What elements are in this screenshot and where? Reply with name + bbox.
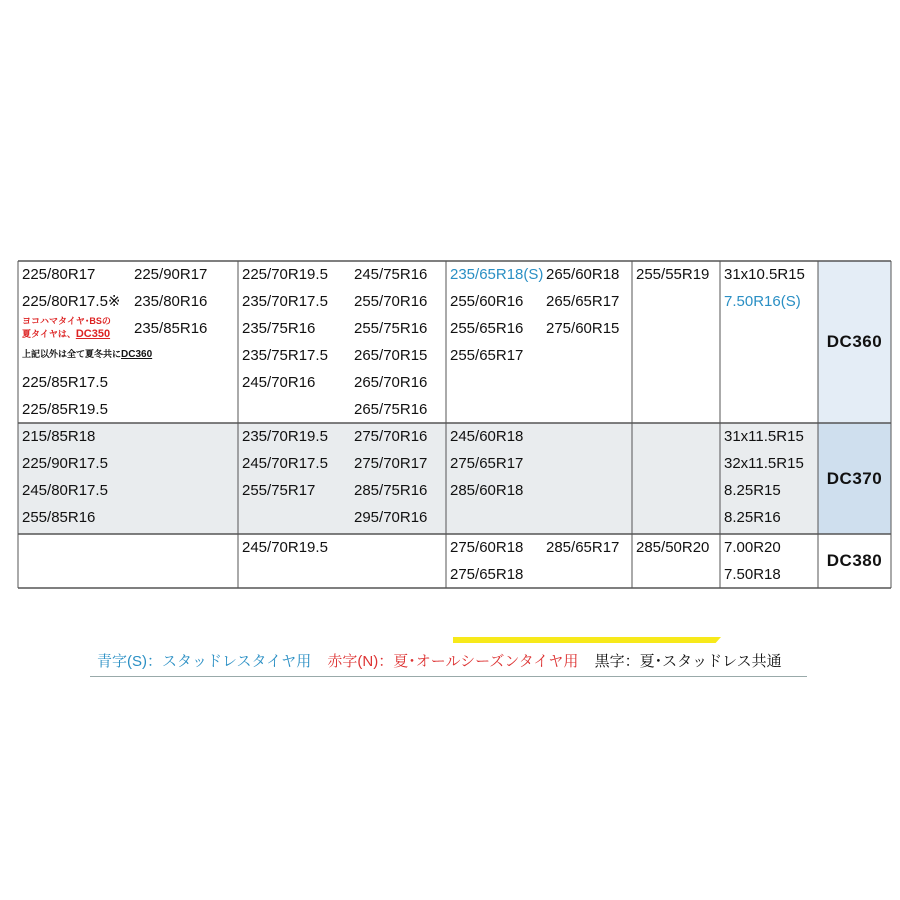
tire-size: 255/65R17 — [450, 347, 524, 364]
tire-size: 225/90R17 — [134, 266, 208, 283]
tire-size: 7.50R16(S) — [724, 293, 801, 310]
note-red-model: DC350 — [75, 328, 111, 340]
legend-blue-text: 青字(S)：スタッドレスタイヤ用 — [97, 653, 312, 670]
tire-size: 275/70R17 — [354, 455, 428, 472]
tire-size: 245/75R16 — [354, 266, 428, 283]
chain-model-label: DC360 — [818, 261, 891, 423]
tire-size: 255/75R17 — [242, 482, 316, 499]
tire-size: 275/65R17 — [450, 455, 524, 472]
tire-size: 265/70R16 — [354, 374, 428, 391]
chain-model-label: DC380 — [818, 534, 891, 588]
tire-size: 285/60R18 — [450, 482, 524, 499]
tire-size: 285/65R17 — [546, 539, 620, 556]
legend-divider — [90, 676, 807, 677]
tire-size: 215/85R18 — [22, 428, 96, 445]
tire-size: 235/80R16 — [134, 293, 208, 310]
tire-size: 255/60R16 — [450, 293, 524, 310]
tire-size: 235/75R16 — [242, 320, 316, 337]
tire-size: 255/70R16 — [354, 293, 428, 310]
tire-size: 225/85R17.5 — [22, 374, 108, 391]
tire-size: 295/70R16 — [354, 509, 428, 526]
tire-size: 255/85R16 — [22, 509, 96, 526]
tire-size: 225/80R17 — [22, 266, 96, 283]
color-legend — [97, 650, 794, 671]
tire-size: 275/65R18 — [450, 566, 524, 583]
tire-size: 32x11.5R15 — [724, 455, 804, 472]
note-black-model: DC360 — [121, 349, 153, 360]
tire-size: 255/75R16 — [354, 320, 428, 337]
tire-size: 265/60R18 — [546, 266, 620, 283]
tire-size: 245/60R18 — [450, 428, 524, 445]
tire-size: 285/75R16 — [354, 482, 428, 499]
tire-size: 275/70R16 — [354, 428, 428, 445]
tire-size: 255/65R16 — [450, 320, 524, 337]
tire-size: 225/80R17.5※ — [22, 293, 121, 310]
tire-size: 245/70R16 — [242, 374, 316, 391]
tire-size: 31x10.5R15 — [724, 266, 805, 283]
tire-size-table — [18, 261, 891, 588]
tire-size: 275/60R15 — [546, 320, 620, 337]
tire-size: 235/75R17.5 — [242, 347, 328, 364]
tire-size: 225/85R19.5 — [22, 401, 108, 418]
chain-model-label: DC370 — [818, 423, 891, 534]
note-red-prefix: 夏タイヤは、 — [22, 329, 76, 339]
tire-size: 265/75R16 — [354, 401, 428, 418]
tire-size: 235/70R17.5 — [242, 293, 328, 310]
tire-size: 225/90R17.5 — [22, 455, 108, 472]
tire-size: 235/65R18(S) — [450, 266, 544, 283]
tire-size: 245/80R17.5 — [22, 482, 108, 499]
tire-size: 7.00R20 — [724, 539, 781, 556]
tire-size: 275/60R18 — [450, 539, 524, 556]
tire-size: 265/70R15 — [354, 347, 428, 364]
tire-size: 255/55R19 — [636, 266, 710, 283]
tire-size: 265/65R17 — [546, 293, 620, 310]
tire-size: 8.25R15 — [724, 482, 781, 499]
tire-size: 7.50R18 — [724, 566, 781, 583]
table-grid — [18, 261, 891, 588]
tire-size: 235/70R19.5 — [242, 428, 328, 445]
tire-size: 245/70R17.5 — [242, 455, 328, 472]
tire-size: 225/70R19.5 — [242, 266, 328, 283]
yellow-highlight-mark — [453, 637, 721, 643]
tire-size: 8.25R16 — [724, 509, 781, 526]
tire-size: 245/70R19.5 — [242, 539, 328, 556]
note-black-prefix: 上記以外は全て夏冬共に — [22, 349, 122, 359]
tire-size: 235/85R16 — [134, 320, 208, 337]
tire-size: 31x11.5R15 — [724, 428, 804, 445]
legend-black-text: 黒字：夏･スタッドレス共通 — [594, 653, 782, 670]
tire-size: 285/50R20 — [636, 539, 710, 556]
legend-red-text: 赤字(N)：夏･オールシーズンタイヤ用 — [327, 653, 579, 670]
note-red-line1: ヨコハマタイヤ･BSの — [22, 316, 111, 326]
